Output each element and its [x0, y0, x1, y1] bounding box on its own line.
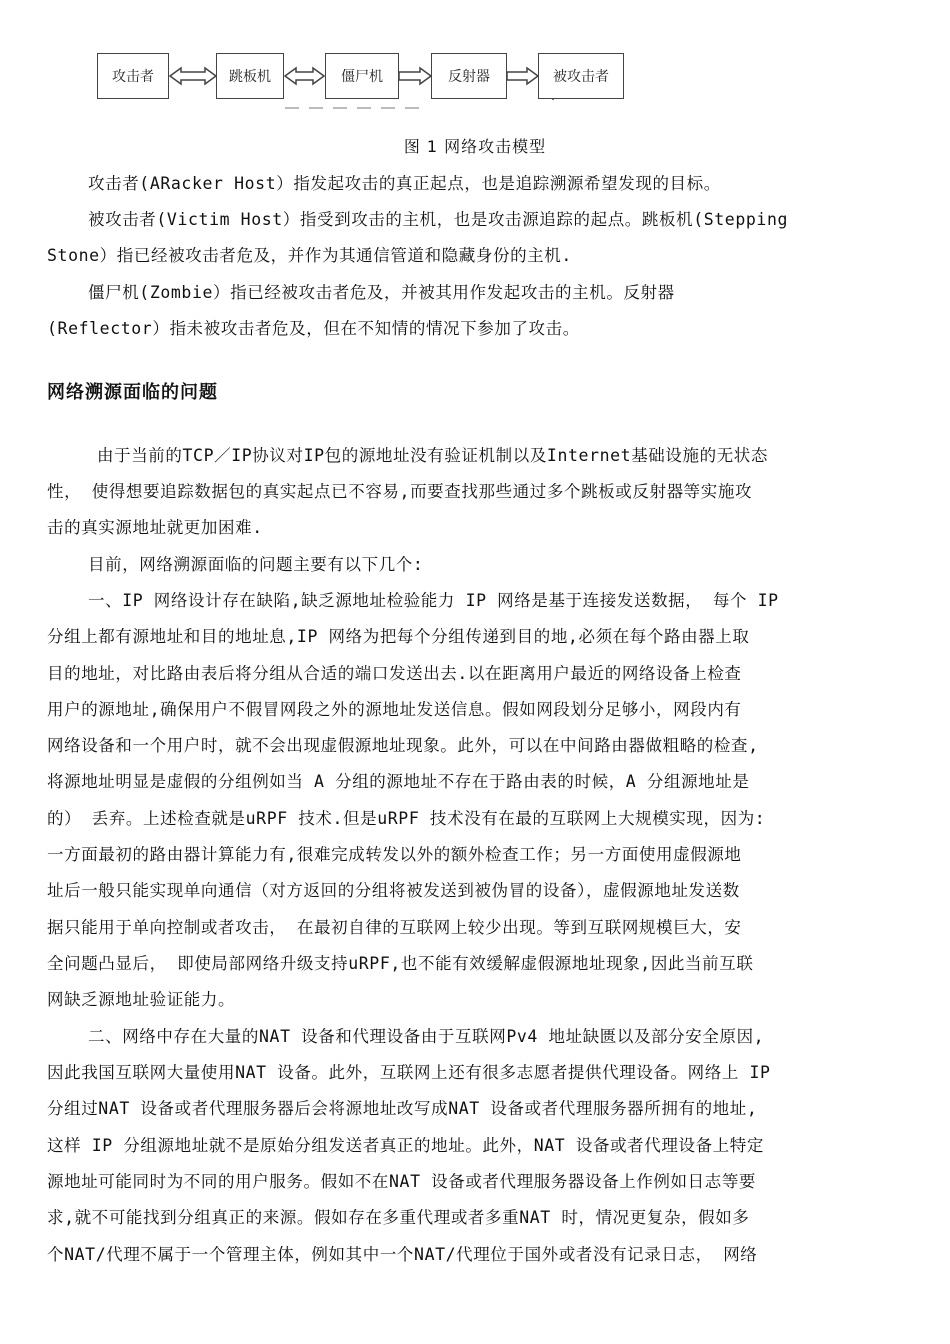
node-reflector: 反射器 [431, 53, 507, 99]
text-line: 僵尸机(Zombie）指已经被攻击者危及，并被其用作发起攻击的主机。反射器 [88, 283, 675, 302]
text-line: 分组上都有源地址和目的地址息,IP 网络为把每个分组传递到目的地,必须在每个路由器上取 [47, 627, 750, 646]
text-line: Stone）指已经被攻击者危及，并作为其通信管道和隐藏身份的主机. [47, 246, 572, 265]
text-line: 分组过NAT 设备或者代理服务器后会将源地址改写成NAT 设备或者代理服务器所拥有的地址, [47, 1099, 758, 1118]
text-line: 目的地址，对比路由表后将分组从合适的端口发送出去.以在距离用户最近的网络设备上检查 [47, 664, 742, 683]
text-line: 目前，网络溯源面临的问题主要有以下几个: [88, 555, 424, 574]
text-line: 一、IP 网络设计存在缺陷,缺乏源地址检验能力 IP 网络是基于连接发送数据， 每个 IP [88, 591, 779, 610]
arrow-3 [399, 68, 431, 84]
text-line: 由于当前的TCP／IP协议对IP包的源地址没有验证机制以及Internet基础设施的无状态 [97, 446, 769, 465]
text-line: 据只能用于单向控制或者攻击， 在最初自律的互联网上较少出现。等到互联网规模巨大，安 [47, 918, 742, 937]
arrow-4 [507, 68, 538, 84]
text-line: 网络设备和一个用户时，就不会出现虚假源地址现象。此外，可以在中间路由器做粗略的检查, [47, 736, 759, 755]
text-line: 求,就不可能找到分组真正的来源。假如存在多重代理或者多重NAT 时，情况更复杂，假如多 [47, 1208, 750, 1227]
double-arrow-2 [285, 68, 324, 84]
text-line: 个NAT/代理不属于一个管理主体，例如其中一个NAT/代理位于国外或者没有记录日志， 网络 [47, 1245, 758, 1264]
text-line: 这样 IP 分组源地址就不是原始分组发送者真正的地址。此外，NAT 设备或者代理设备上特定 [47, 1136, 764, 1155]
text-line: 全问题凸显后， 即使局部网络升级支持uRPF,也不能有效缓解虚假源地址现象,因此当前互联 [47, 954, 754, 973]
double-arrow-1 [170, 68, 216, 84]
node-victim: 被攻击者 [538, 53, 624, 99]
node-stepping-stone: 跳板机 [216, 53, 284, 99]
text-line: 一方面最初的路由器计算能力有,很难完成转发以外的额外检查工作；另一方面使用虚假源地 [47, 845, 742, 864]
text-line: 源地址可能同时为不同的用户服务。假如不在NAT 设备或者代理服务器设备上作例如日志等要 [47, 1172, 757, 1191]
text-line: (Reflector）指未被攻击者危及，但在不知情的情况下参加了攻击。 [47, 319, 580, 338]
section-heading: 网络溯源面临的问题 [47, 382, 218, 403]
text-line: 二、网络中存在大量的NAT 设备和代理设备由于互联网Pv4 地址缺匮以及部分安全原因, [88, 1027, 765, 1046]
figure-caption: 图 1 网络攻击模型 [403, 137, 547, 156]
text-line: 用户的源地址,确保用户不假冒网段之外的源地址发送信息。假如网段划分足够小，网段内有 [47, 700, 742, 719]
text-line: 址后一般只能实现单向通信（对方返回的分组将被发送到被伪冒的设备），虚假源地址发送数 [47, 881, 740, 900]
attack-model-diagram [95, 50, 635, 120]
text-line: 性， 使得想要追踪数据包的真实起点已不容易,而要查找那些通过多个跳板或反射器等实施攻 [47, 482, 753, 501]
text-line: 被攻击者(Victim Host）指受到攻击的主机，也是攻击源追踪的起点。跳板机(Stepping [88, 210, 789, 229]
node-zombie: 僵尸机 [325, 53, 399, 99]
text-line: 将源地址明显是虚假的分组例如当 A 分组的源地址不存在于路由表的时候，A 分组源地址是 [47, 772, 750, 791]
text-line: 击的真实源地址就更加困难. [47, 518, 263, 537]
text-line: 因此我国互联网大量使用NAT 设备。此外，互联网上还有很多志愿者提供代理设备。网络上 IP [47, 1063, 771, 1082]
node-attacker: 攻击者 [97, 53, 169, 99]
text-line: 网缺乏源地址验证能力。 [47, 990, 236, 1009]
text-line: 攻击者(ARacker Host）指发起攻击的真正起点，也是追踪溯源希望发现的目标。 [88, 174, 721, 193]
text-line: 的） 丢弃。上述检查就是uRPF 技术.但是uRPF 技术没有在最的互联网上大规模实现，因为: [47, 809, 766, 828]
